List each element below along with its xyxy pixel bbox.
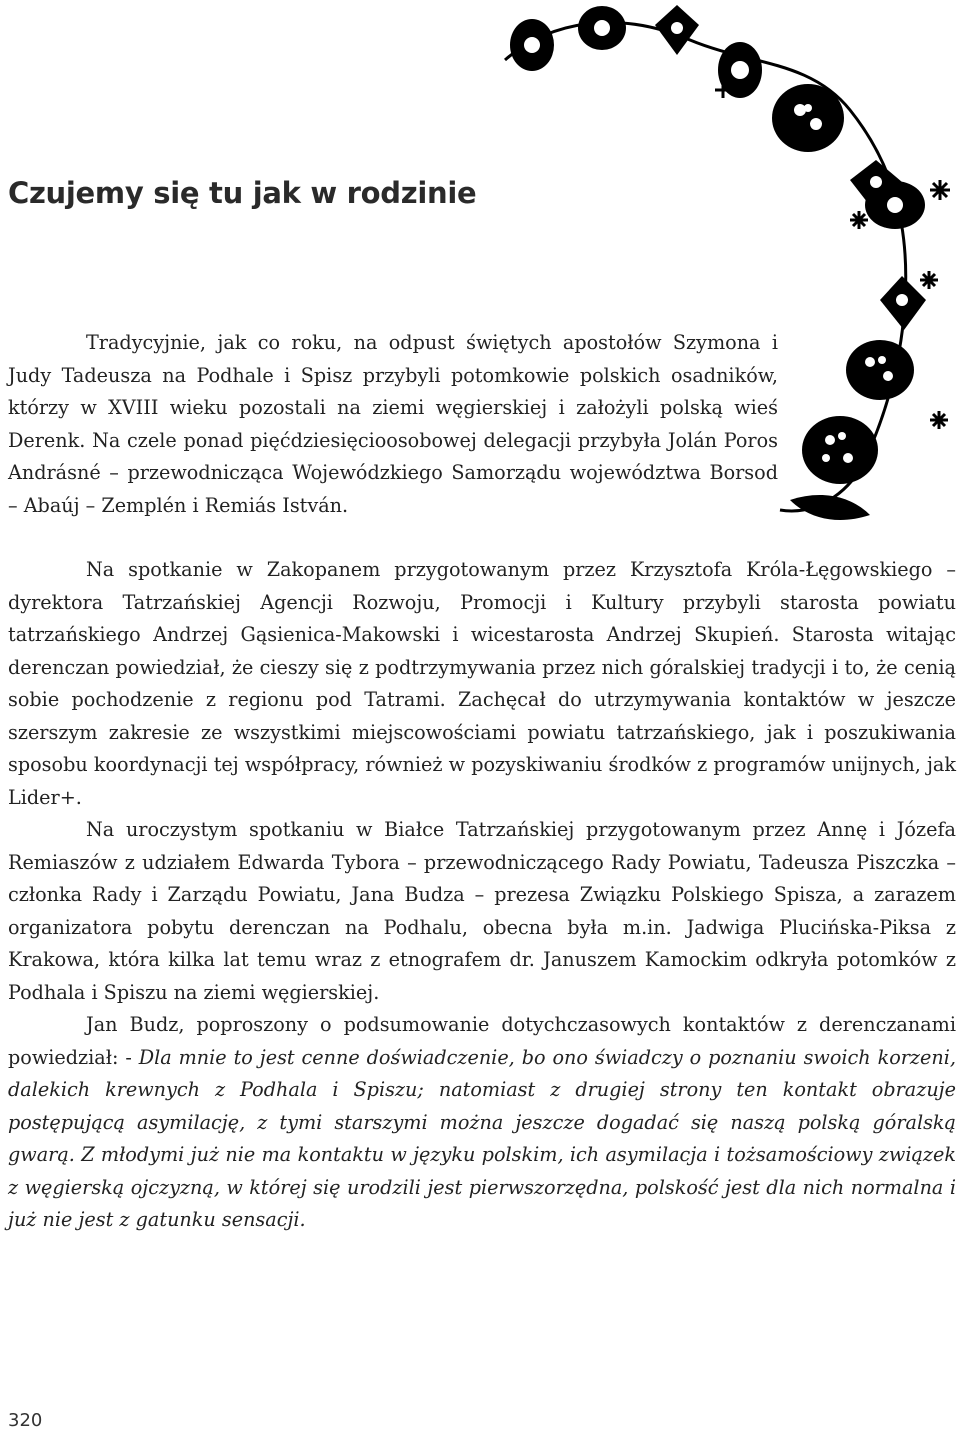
paragraph-3: Na uroczystym spotkaniu w Białce Tatrzańskiej przygotowanym przez Annę i Józefa Remiaszów z udziałem Edwarda Tybora – przewodniczącego Rady Powiatu, Tadeusza Piszczka – członka Rady i Zarządu Powiatu, Jana Budza – prezesa Związku Polskiego Spisza, a zarazem organizatora pobytu derenczan na Podhalu, obecna była m.in. Jadwiga Plucińska-Piksa z Krakowa, która kilka lat temu wraz z etnografem dr. Januszem Kamockim odkryła potomków z Podhala i Spiszu na ziemi węgierskiej. bbox=[8, 818, 956, 1004]
paragraph-2: Na spotkanie w Zakopanem przygotowanym przez Krzysztofa Króla-Łęgowskiego – dyrektora Tatrzańskiej Agencji Rozwoju, Promocji i Kultury przybyli starosta powiatu tatrzańskiego Andrzej Gąsienica-Makowski i wicestarosta Andrzej Skupień. Starosta witając derenczan powiedział, że cieszy się z podtrzymywania przez nich góralskiej tradycji i to, że cenią sobie pochodzenie z regionu pod Tatrami. Zachęcał do utrzymywania kontaktów w jeszcze szerszym zakresie ze wszystkimi miejscowościami powiatu tatrzańskiego, jak i poszukiwania sposobu koordynacji tej współpracy, również w pozyskiwaniu środków z programów unijnych, jak Lider+. bbox=[8, 558, 956, 809]
page-number: 320 bbox=[8, 1410, 43, 1431]
paragraph-4-intro: Jan Budz, poproszony o podsumowanie dotychczasowych kontaktów z derenczanami powiedział: - bbox=[8, 1013, 956, 1069]
paragraph-1: Tradycyjnie, jak co roku, na odpust świętych apostołów Szymona i Judy Tadeusza na Podhale i Spisz przybyli potomkowie polskich osadników, którzy w XVIII wieku pozostali na ziemi węgierskiej i założyli polską wieś Derenk. Na czele ponad pięćdziesięcioosobowej delegacji przybyła Jolán Poros Andrásné – przewodnicząca Wojewódzkiego Samorządu województwa Borsod – Abaúj – Zemplén i Remiás István. bbox=[8, 331, 778, 517]
page-title: Czujemy się tu jak w rodzinie bbox=[8, 176, 477, 210]
paragraph-4 bbox=[8, 1009, 956, 1237]
paragraph-intro bbox=[8, 327, 778, 522]
article-body bbox=[8, 554, 956, 1237]
paragraph-4-quote: Dla mnie to jest cenne doświadczenie, bo ono świadczy o poznaniu swoich korzeni, dalekich krewnych z Podhala i Spiszu; natomiast z drugiej strony ten kontakt obrazuje postępującą asymilację, z tymi starszymi można jeszcze dogadać się naszą polską góralską gwarą. Z młodymi już nie ma kontaktu w języku polskim, ich asymilacja i tożsamościowy związek z węgierską ojczyzną, w której się urodzili jest pierwszorzędna, polskość jest dla nich normalna i już nie jest z gatunku sensacji. bbox=[8, 1045, 956, 1231]
